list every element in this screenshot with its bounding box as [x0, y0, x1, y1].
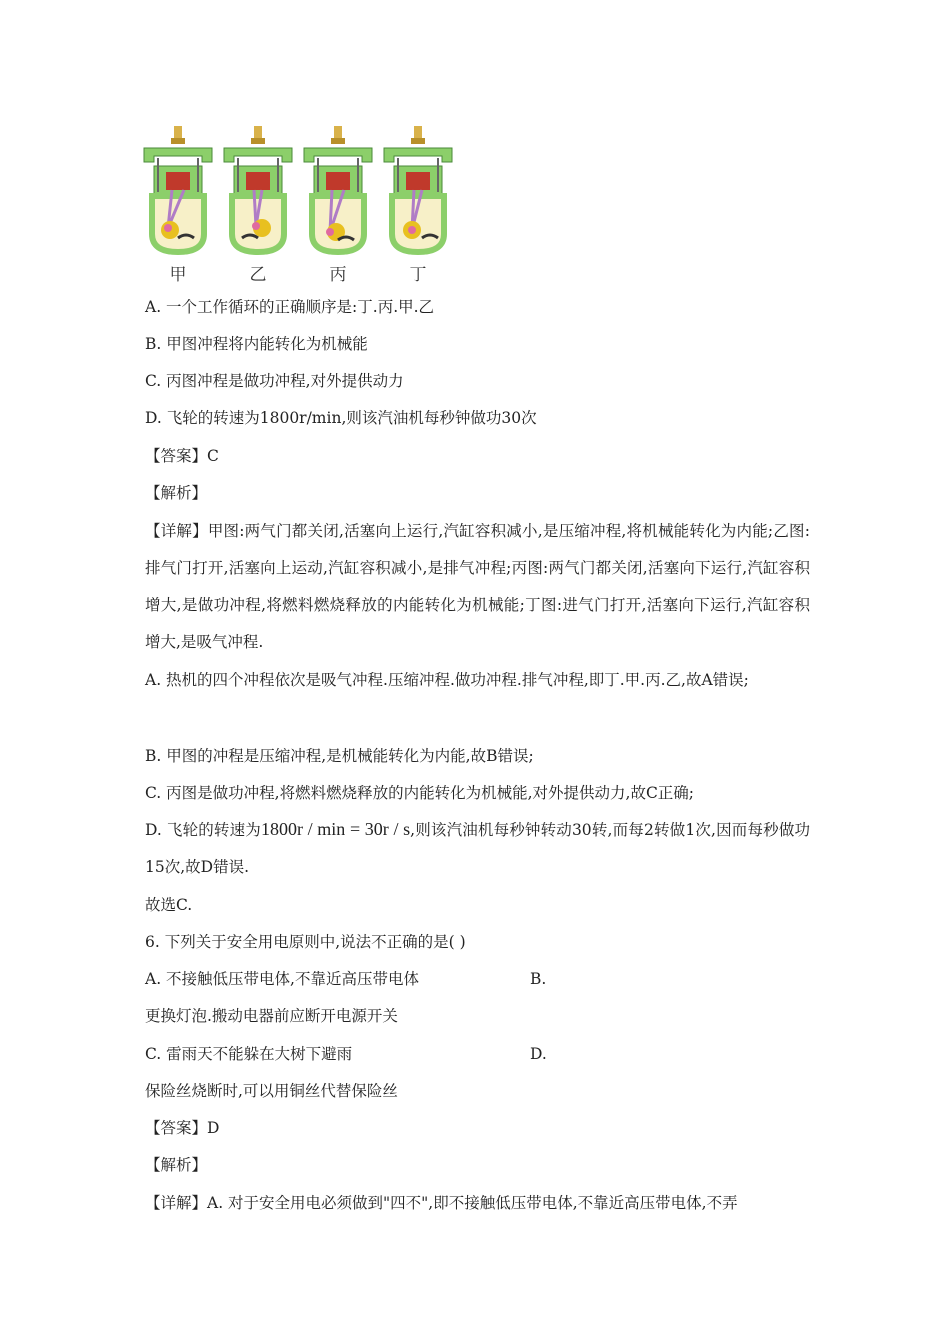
q5-conclusion: 故选C. [145, 896, 193, 914]
q5-explain-a: A. 热机的四个冲程依次是吸气冲程.压缩冲程.做功冲程.排气冲程,即丁.甲.丙.乙,故A错误; [145, 671, 749, 689]
engine-diagram-ding [378, 122, 458, 282]
q5-answer: 【答案】C [145, 447, 219, 465]
caption-yi: 乙 [249, 265, 267, 285]
caption-bing: 丙 [329, 265, 347, 285]
q5-detail: 【详解】甲图:两气门都关闭,活塞向上运行,汽缸容积减小,是压缩冲程,将机械能转化为内能;乙图:排气门打开,活塞向上运动,汽缸容积减小,是排气冲程;丙图:两气门都关闭,活塞向下运行,汽缸容积增大,是做功冲程,将燃料燃烧释放的内能转化为机械能;丁图:进气门打开,活塞向下运行,汽缸容积增大,是吸气冲程. [145, 522, 810, 651]
q5-option-b: B. 甲图冲程将内能转化为机械能 [145, 335, 368, 353]
q6-option-b-label: B. [530, 970, 547, 988]
q5-option-c: C. 丙图冲程是做功冲程,对外提供动力 [145, 372, 404, 390]
q5-option-d: D. 飞轮的转速为1800r/min,则该汽油机每秒钟做功30次 [145, 409, 537, 427]
q5-explain-d-pre: D. 飞轮的转速为 [145, 821, 261, 839]
engine-jia-icon [138, 122, 218, 257]
q6-analysis-label: 【解析】 [145, 1156, 208, 1174]
engine-yi-icon [218, 122, 298, 257]
q5-explain-d-post: ,则该汽油机每秒钟转动30转,而每2转做1次,因而每秒做功15次,故D错误. [145, 821, 810, 876]
engine-diagram-bing [298, 122, 378, 282]
q6-stem: 6. 下列关于安全用电原则中,说法不正确的是( ) [145, 933, 466, 951]
q6-option-a: A. 不接触低压带电体,不靠近高压带电体 [145, 970, 419, 988]
engine-ding-icon [378, 122, 458, 257]
q5-explain-c: C. 丙图是做功冲程,将燃料燃烧释放的内能转化为机械能,对外提供动力,故C正确; [145, 784, 695, 802]
q5-explain-d [145, 811, 810, 886]
q5-explain-b: B. 甲图的冲程是压缩冲程,是机械能转化为内能,故B错误; [145, 747, 534, 765]
caption-jia: 甲 [169, 265, 187, 285]
q6-option-d-label: D. [530, 1045, 547, 1063]
q6-answer: 【答案】D [145, 1119, 220, 1137]
q5-analysis-label: 【解析】 [145, 484, 208, 502]
q6-option-b-text: 更换灯泡.搬动电器前应断开电源开关 [145, 1007, 398, 1025]
engine-diagram-yi [218, 122, 298, 282]
engine-bing-icon [298, 122, 378, 257]
q5-explain-d-formula: 1800r / min = 30r / s [260, 819, 411, 839]
q5-option-a: A. 一个工作循环的正确顺序是:丁.丙.甲.乙 [145, 298, 435, 316]
engine-strokes-figure [138, 122, 458, 285]
q6-option-d-text: 保险丝烧断时,可以用铜丝代替保险丝 [145, 1082, 398, 1100]
q6-detail: 【详解】A. 对于安全用电必须做到"四不",即不接触低压带电体,不靠近高压带电体,不弄 [145, 1194, 738, 1212]
engine-diagram-jia [138, 122, 218, 282]
caption-ding: 丁 [409, 265, 427, 285]
q6-option-c: C. 雷雨天不能躲在大树下避雨 [145, 1045, 353, 1063]
